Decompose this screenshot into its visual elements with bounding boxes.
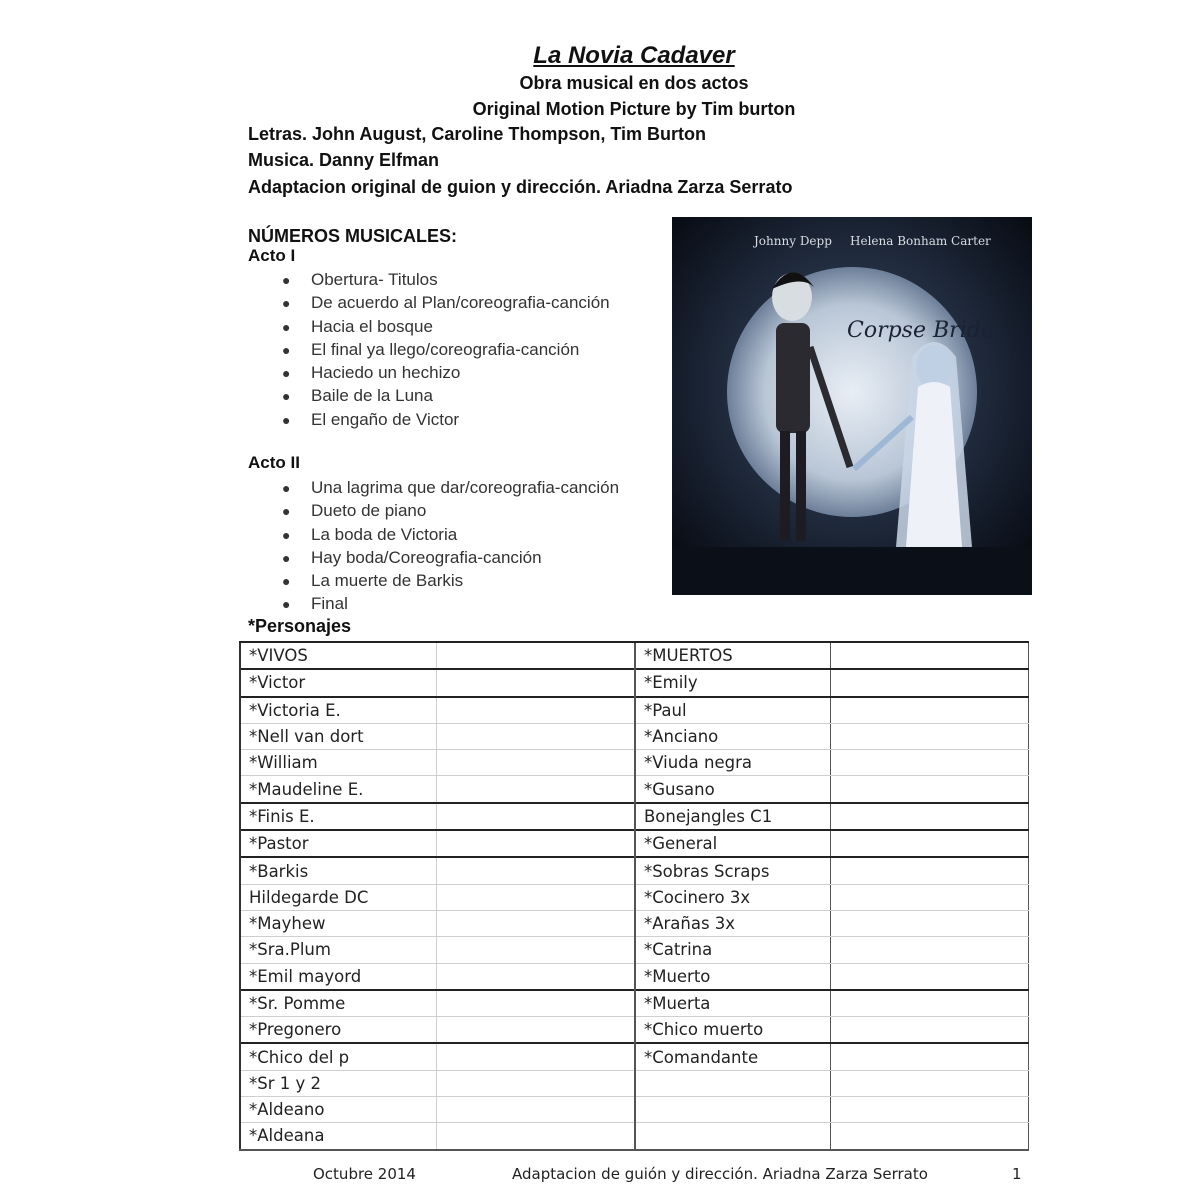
credit-adaptacion: Adaptacion original de guion y dirección. Ariadna Zarza Serrato xyxy=(248,177,793,197)
list-item: ● De acuerdo al Plan/coreografia-canción xyxy=(282,293,610,313)
table-row: *Maudeline E. *Gusano xyxy=(240,776,1029,803)
poster-actor-2: Helena Bonham Carter xyxy=(850,234,991,248)
table-row: *Sra.Plum *Catrina xyxy=(240,937,1029,963)
list-item: ● Hay boda/Coreografia-canción xyxy=(282,547,542,567)
footer-page-number: 1 xyxy=(1012,1165,1022,1183)
acto-2-label: Acto II xyxy=(248,453,300,472)
list-item: ● Baile de la Luna xyxy=(282,386,433,406)
credit-musica: Musica. Danny Elfman xyxy=(248,150,440,170)
document-title: La Novia Cadaver xyxy=(533,42,735,69)
table-row: *Pregonero *Chico muerto xyxy=(240,1017,1029,1044)
table-row: *Barkis *Sobras Scraps xyxy=(240,857,1029,884)
table-row: *Victoria E. *Paul xyxy=(240,697,1029,724)
table-row: *Victor *Emily xyxy=(240,669,1029,696)
table-row: *Nell van dort *Anciano xyxy=(240,723,1029,749)
table-row: Hildegarde DC *Cocinero 3x xyxy=(240,884,1029,910)
list-item: ● Final xyxy=(282,594,348,614)
table-row: *Mayhew *Arañas 3x xyxy=(240,910,1029,936)
document-subtitle-2: Original Motion Picture by Tim burton xyxy=(472,99,796,119)
poster-logo-text: Corpse Bride xyxy=(847,318,994,343)
table-row: *VIVOS *MUERTOS xyxy=(240,642,1029,669)
movie-poster-image xyxy=(672,217,1032,595)
list-item: ● La boda de Victoria xyxy=(282,524,458,544)
cast-table xyxy=(239,641,1029,1151)
footer-credit: Adaptacion de guión y dirección. Ariadna Zarza Serrato xyxy=(512,1165,928,1183)
table-row: *Aldeano xyxy=(240,1097,1029,1123)
list-item: ● Hacia el bosque xyxy=(282,316,433,336)
list-item: ● El engaño de Victor xyxy=(282,409,460,429)
acto-1-label: Acto I xyxy=(248,246,296,265)
table-row: *Pastor *General xyxy=(240,830,1029,857)
list-item: ● Haciedo un hechizo xyxy=(282,363,461,383)
list-item: ● El final ya llego/coreografia-canción xyxy=(282,339,580,359)
table-row: *Chico del p *Comandante xyxy=(240,1043,1029,1070)
table-row: *Sr. Pomme *Muerta xyxy=(240,990,1029,1017)
table-row: *Finis E. Bonejangles C1 xyxy=(240,803,1029,830)
credit-letras: Letras. John August, Caroline Thompson, Tim Burton xyxy=(248,124,707,144)
list-item: ● Una lagrima que dar/coreografia-canción xyxy=(282,478,620,497)
table-row: *Aldeana xyxy=(240,1123,1029,1150)
acto-2-song-list xyxy=(282,476,619,616)
table-row: *William *Viuda negra xyxy=(240,750,1029,776)
footer-date: Octubre 2014 xyxy=(313,1165,416,1183)
list-item: ● La muerte de Barkis xyxy=(282,571,464,591)
list-item: ● Dueto de piano xyxy=(282,501,427,521)
poster-actor-1: Johnny Depp xyxy=(754,234,832,248)
document-subtitle: Obra musical en dos actos xyxy=(519,73,749,93)
table-row: *Sr 1 y 2 xyxy=(240,1070,1029,1096)
acto-1-song-list xyxy=(282,268,610,431)
numeros-musicales-heading: NÚMEROS MUSICALES: xyxy=(248,226,458,246)
table-row: *Emil mayord *Muerto xyxy=(240,963,1029,990)
list-item: ● Obertura- Titulos xyxy=(282,270,438,289)
personajes-heading: *Personajes xyxy=(248,616,352,636)
poster-illustration xyxy=(672,217,1032,595)
